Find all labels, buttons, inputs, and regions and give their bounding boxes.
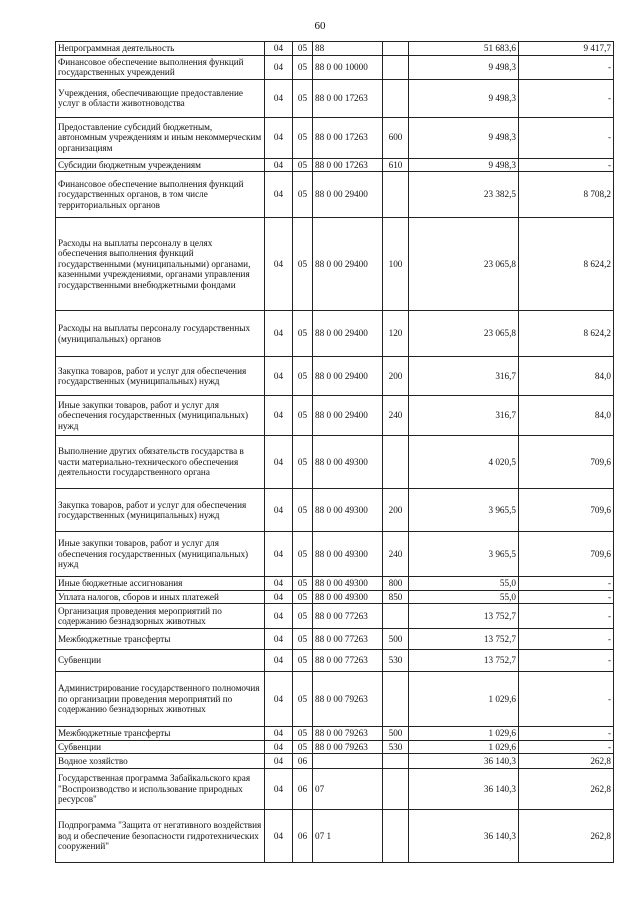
row-amount-total: 23 382,5 (409, 172, 519, 218)
row-expense-type (383, 79, 409, 117)
table-row (56, 727, 614, 741)
row-subsection: 05 (293, 158, 313, 172)
row-amount-second: - (519, 629, 614, 650)
row-name: Финансовое обеспечение выполнения функций государственных учреждений (56, 55, 265, 79)
budget-table (55, 41, 614, 863)
row-name: Непрограммная деятельность (56, 42, 265, 56)
table-row (56, 629, 614, 650)
row-amount-second: 262,8 (519, 754, 614, 769)
row-target-item: 07 1 (313, 810, 383, 863)
row-amount-second: - (519, 650, 614, 672)
row-section: 04 (265, 79, 293, 117)
row-section: 04 (265, 311, 293, 357)
row-amount-second: 9 417,7 (519, 42, 614, 56)
row-section: 04 (265, 577, 293, 591)
row-amount-second: - (519, 672, 614, 727)
row-expense-type (383, 436, 409, 489)
row-section: 04 (265, 117, 293, 158)
row-amount-total: 3 965,5 (409, 489, 519, 532)
row-section: 04 (265, 727, 293, 741)
row-expense-type: 120 (383, 311, 409, 357)
row-subsection: 06 (293, 769, 313, 810)
row-amount-second: - (519, 158, 614, 172)
row-section: 04 (265, 740, 293, 754)
table-row (56, 311, 614, 357)
row-expense-type (383, 55, 409, 79)
row-amount-total: 9 498,3 (409, 117, 519, 158)
table-row (56, 117, 614, 158)
row-subsection: 05 (293, 218, 313, 311)
row-subsection: 05 (293, 357, 313, 396)
row-expense-type: 800 (383, 577, 409, 591)
row-name: Подпрограмма "Защита от негативного воздействия вод и обеспечение безопасности гидротехнических сооружений" (56, 810, 265, 863)
row-target-item: 88 0 00 77263 (313, 650, 383, 672)
table-row (56, 218, 614, 311)
row-section: 04 (265, 218, 293, 311)
table-row (56, 489, 614, 532)
row-target-item: 88 0 00 29400 (313, 357, 383, 396)
row-section: 04 (265, 42, 293, 56)
table-row (56, 357, 614, 396)
table-row (56, 754, 614, 769)
row-amount-total: 9 498,3 (409, 79, 519, 117)
row-name: Межбюджетные трансферты (56, 629, 265, 650)
row-target-item: 88 0 00 29400 (313, 311, 383, 357)
row-section: 04 (265, 357, 293, 396)
row-expense-type (383, 769, 409, 810)
row-target-item: 88 0 00 49300 (313, 532, 383, 577)
row-section: 04 (265, 396, 293, 436)
row-subsection: 05 (293, 590, 313, 604)
row-subsection: 05 (293, 489, 313, 532)
row-amount-total: 23 065,8 (409, 218, 519, 311)
row-name: Закупка товаров, работ и услуг для обеспечения государственных (муниципальных) нужд (56, 489, 265, 532)
row-name: Иные бюджетные ассигнования (56, 577, 265, 591)
row-name: Расходы на выплаты персоналу в целях обеспечения выполнения функций государственными (муниципальными) органами, казенными учреждениями, органами управления государственными внебюджетными фондами (56, 218, 265, 311)
row-section: 04 (265, 532, 293, 577)
row-expense-type: 200 (383, 489, 409, 532)
budget-table-body (56, 42, 614, 863)
row-amount-total: 316,7 (409, 396, 519, 436)
row-amount-total: 51 683,6 (409, 42, 519, 56)
row-section: 04 (265, 172, 293, 218)
row-subsection: 05 (293, 629, 313, 650)
row-amount-total: 3 965,5 (409, 532, 519, 577)
row-subsection: 05 (293, 727, 313, 741)
table-row (56, 604, 614, 629)
row-subsection: 06 (293, 810, 313, 863)
table-row (56, 577, 614, 591)
row-amount-second: - (519, 117, 614, 158)
row-target-item: 88 0 00 17263 (313, 79, 383, 117)
row-expense-type (383, 754, 409, 769)
row-subsection: 05 (293, 172, 313, 218)
row-amount-total: 13 752,7 (409, 650, 519, 672)
row-name: Администрирование государственного полномочия по организации проведения мероприятий по содержанию безнадзорных животных (56, 672, 265, 727)
row-subsection: 05 (293, 311, 313, 357)
table-row (56, 769, 614, 810)
row-amount-total: 1 029,6 (409, 727, 519, 741)
row-expense-type: 530 (383, 650, 409, 672)
row-name: Межбюджетные трансферты (56, 727, 265, 741)
row-target-item: 88 0 00 77263 (313, 604, 383, 629)
row-expense-type: 200 (383, 357, 409, 396)
row-subsection: 05 (293, 42, 313, 56)
table-row (56, 590, 614, 604)
row-amount-second: - (519, 604, 614, 629)
table-row (56, 172, 614, 218)
row-amount-second: 262,8 (519, 810, 614, 863)
row-subsection: 05 (293, 604, 313, 629)
row-section: 04 (265, 810, 293, 863)
page-number: 60 (314, 20, 326, 32)
row-expense-type (383, 172, 409, 218)
row-expense-type: 600 (383, 117, 409, 158)
row-amount-total: 1 029,6 (409, 740, 519, 754)
row-amount-total: 36 140,3 (409, 754, 519, 769)
table-row (56, 396, 614, 436)
row-name: Предоставление субсидий бюджетным, автономным учреждениям и иным некоммерческим организациям (56, 117, 265, 158)
row-target-item: 88 0 00 17263 (313, 158, 383, 172)
row-expense-type (383, 42, 409, 56)
table-row (56, 740, 614, 754)
row-expense-type (383, 810, 409, 863)
row-name: Выполнение других обязательств государства в части материально-технического обеспечения деятельности государственного органа (56, 436, 265, 489)
row-amount-second: - (519, 740, 614, 754)
row-amount-total: 4 020,5 (409, 436, 519, 489)
row-name: Учреждения, обеспечивающие предоставление услуг в области животноводства (56, 79, 265, 117)
row-section: 04 (265, 590, 293, 604)
row-target-item: 88 0 00 10000 (313, 55, 383, 79)
row-amount-total: 13 752,7 (409, 604, 519, 629)
row-expense-type: 850 (383, 590, 409, 604)
row-subsection: 05 (293, 55, 313, 79)
row-expense-type: 500 (383, 629, 409, 650)
row-amount-total: 36 140,3 (409, 769, 519, 810)
row-name: Субвенции (56, 740, 265, 754)
table-row (56, 55, 614, 79)
row-amount-second: 709,6 (519, 489, 614, 532)
row-target-item: 88 0 00 79263 (313, 672, 383, 727)
row-section: 04 (265, 629, 293, 650)
row-expense-type: 500 (383, 727, 409, 741)
table-row (56, 532, 614, 577)
row-name: Государственная программа Забайкальского края "Воспроизводство и использование природных ресурсов" (56, 769, 265, 810)
row-subsection: 05 (293, 117, 313, 158)
row-target-item: 88 0 00 49300 (313, 590, 383, 604)
row-amount-total: 23 065,8 (409, 311, 519, 357)
row-name: Закупка товаров, работ и услуг для обеспечения государственных (муниципальных) нужд (56, 357, 265, 396)
row-subsection: 05 (293, 577, 313, 591)
row-target-item: 88 0 00 77263 (313, 629, 383, 650)
row-subsection: 05 (293, 396, 313, 436)
row-amount-total: 55,0 (409, 577, 519, 591)
row-amount-second: - (519, 79, 614, 117)
table-row (56, 650, 614, 672)
row-name: Уплата налогов, сборов и иных платежей (56, 590, 265, 604)
row-target-item: 88 (313, 42, 383, 56)
row-name: Иные закупки товаров, работ и услуг для обеспечения государственных (муниципальных) нужд (56, 532, 265, 577)
row-amount-total: 9 498,3 (409, 158, 519, 172)
row-target-item: 88 0 00 79263 (313, 740, 383, 754)
row-section: 04 (265, 158, 293, 172)
table-row (56, 672, 614, 727)
row-section: 04 (265, 769, 293, 810)
table-row (56, 42, 614, 56)
table-row (56, 810, 614, 863)
table-row (56, 158, 614, 172)
row-amount-second: - (519, 577, 614, 591)
row-target-item: 88 0 00 29400 (313, 396, 383, 436)
row-expense-type (383, 604, 409, 629)
row-subsection: 05 (293, 740, 313, 754)
row-target-item: 88 0 00 29400 (313, 218, 383, 311)
row-expense-type: 240 (383, 532, 409, 577)
row-target-item: 88 0 00 79263 (313, 727, 383, 741)
row-subsection: 06 (293, 754, 313, 769)
row-amount-second: 709,6 (519, 532, 614, 577)
row-amount-total: 9 498,3 (409, 55, 519, 79)
row-subsection: 05 (293, 650, 313, 672)
row-expense-type: 530 (383, 740, 409, 754)
row-expense-type (383, 672, 409, 727)
row-section: 04 (265, 604, 293, 629)
row-target-item: 07 (313, 769, 383, 810)
row-subsection: 05 (293, 532, 313, 577)
row-amount-second: 8 708,2 (519, 172, 614, 218)
row-section: 04 (265, 55, 293, 79)
row-target-item: 88 0 00 29400 (313, 172, 383, 218)
row-amount-total: 316,7 (409, 357, 519, 396)
row-amount-second: - (519, 590, 614, 604)
row-subsection: 05 (293, 436, 313, 489)
table-row (56, 79, 614, 117)
row-amount-total: 13 752,7 (409, 629, 519, 650)
row-amount-total: 55,0 (409, 590, 519, 604)
row-target-item (313, 754, 383, 769)
row-expense-type: 100 (383, 218, 409, 311)
row-section: 04 (265, 672, 293, 727)
row-name: Водное хозяйство (56, 754, 265, 769)
row-section: 04 (265, 754, 293, 769)
row-amount-second: - (519, 727, 614, 741)
row-amount-second: - (519, 55, 614, 79)
row-name: Расходы на выплаты персоналу государственных (муниципальных) органов (56, 311, 265, 357)
row-amount-second: 709,6 (519, 436, 614, 489)
row-target-item: 88 0 00 49300 (313, 436, 383, 489)
row-target-item: 88 0 00 49300 (313, 577, 383, 591)
row-amount-total: 1 029,6 (409, 672, 519, 727)
row-target-item: 88 0 00 49300 (313, 489, 383, 532)
row-subsection: 05 (293, 672, 313, 727)
table-row (56, 436, 614, 489)
row-name: Субсидии бюджетным учреждениям (56, 158, 265, 172)
row-amount-total: 36 140,3 (409, 810, 519, 863)
row-amount-second: 262,8 (519, 769, 614, 810)
row-section: 04 (265, 436, 293, 489)
row-amount-second: 8 624,2 (519, 218, 614, 311)
row-amount-second: 84,0 (519, 396, 614, 436)
row-target-item: 88 0 00 17263 (313, 117, 383, 158)
row-name: Организация проведения мероприятий по содержанию безнадзорных животных (56, 604, 265, 629)
row-subsection: 05 (293, 79, 313, 117)
row-expense-type: 610 (383, 158, 409, 172)
row-name: Финансовое обеспечение выполнения функций государственных органов, в том числе территориальных органов (56, 172, 265, 218)
row-expense-type: 240 (383, 396, 409, 436)
row-amount-second: 84,0 (519, 357, 614, 396)
row-section: 04 (265, 489, 293, 532)
row-amount-second: 8 624,2 (519, 311, 614, 357)
row-name: Иные закупки товаров, работ и услуг для обеспечения государственных (муниципальных) нужд (56, 396, 265, 436)
row-section: 04 (265, 650, 293, 672)
row-name: Субвенции (56, 650, 265, 672)
